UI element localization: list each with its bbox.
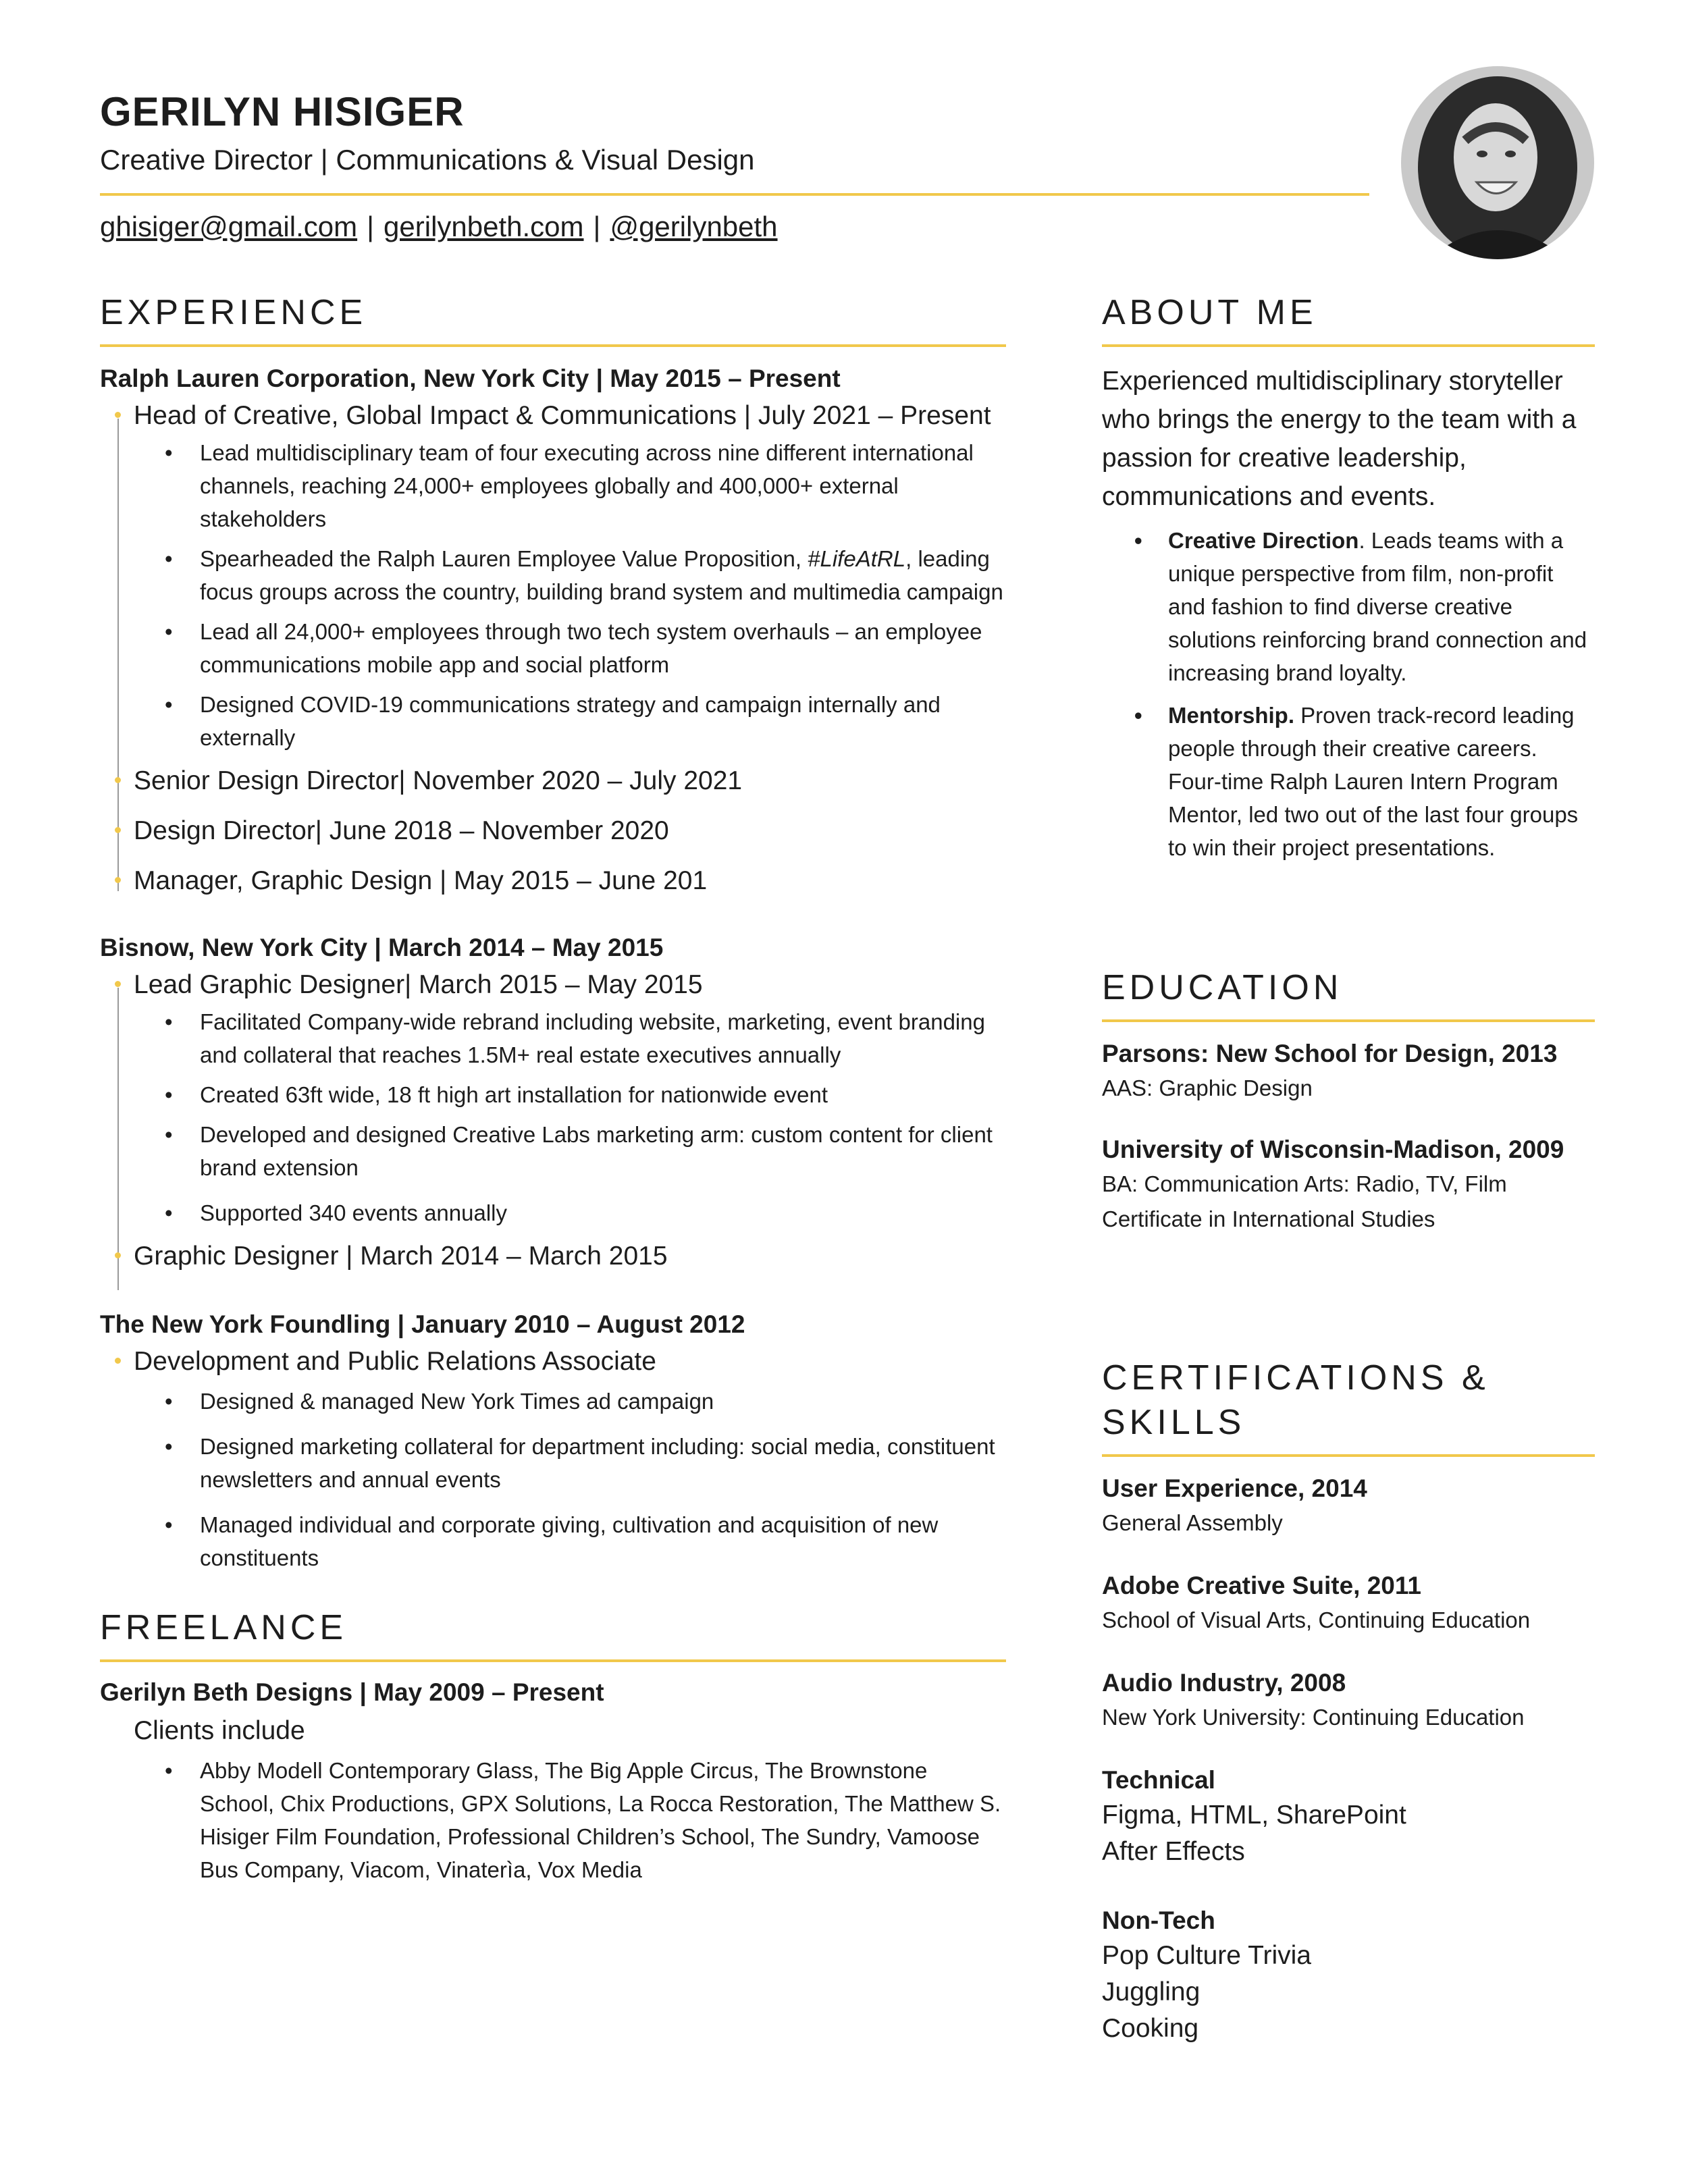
list-item: • Created 63ft wide, 18 ft high art installation for nationwide event [200,1078,1006,1111]
clients-label: Clients include [134,1716,305,1745]
list-item: • Lead all 24,000+ employees through two tech system overhauls – an employee communications mobile app and social platform [200,615,1006,681]
role-title [100,764,1006,799]
candidate-name: GERILYN HISIGER [100,89,465,134]
skill-line: Cooking [1102,2014,1199,2043]
header-divider [100,193,1369,196]
education-section [1102,965,1595,1237]
list-item [200,542,1006,608]
candidate-title: Creative Director | Communications & Visual Design [100,144,755,176]
timeline-dot [115,412,121,418]
role-title [100,967,1006,1003]
skill-line: After Effects [1102,1837,1245,1866]
email-link[interactable]: ghisiger@gmail.com [100,211,358,242]
certifications-heading: CERTIFICATIONS & SKILLS [1102,1358,1489,1442]
bullet-list [100,1385,1006,1574]
cert-name: User Experience, 2014 [1102,1474,1367,1502]
role-text: Design Director| June 2018 – November 2020 [134,816,669,845]
list-item: • Developed and designed Creative Labs marketing arm: custom content for client brand extension [200,1118,1006,1184]
section-divider [100,344,1006,347]
timeline-dot [115,877,121,883]
experience-heading: EXPERIENCE [100,293,367,332]
job-foundling [100,1308,1006,1574]
school-name: University of Wisconsin-Madison, 2009 [1102,1136,1564,1163]
section-divider [1102,1454,1595,1457]
timeline-dot [115,1252,121,1258]
about-intro: Experienced multidisciplinary storyteller who brings the energy to the team with a passion for creative leadership, communications and events. [1102,367,1577,511]
item-text: . Leads teams with a unique perspective from film, non-profit and fashion to find diverse creative solutions reinforcing brand connection and increasing brand loyalty. [1168,528,1587,685]
cert-detail: New York University: Continuing Education [1102,1705,1525,1730]
list-item-text: , leading focus groups across the country, building brand system and multimedia campaign [200,546,1003,604]
education-heading: EDUCATION [1102,968,1343,1007]
degree-line: BA: Communication Arts: Radio, TV, Film [1102,1171,1507,1196]
job-ralph-lauren [100,362,1006,899]
role-text: Manager, Graphic Design | May 2015 – June 201 [134,866,708,895]
skills-label-technical: Technical [1102,1766,1215,1794]
bullet-list [100,436,1006,754]
hashtag-text: #LifeAtRL [808,546,906,571]
company-heading: Gerilyn Beth Designs | May 2009 – Present [100,1678,604,1706]
contact-line [100,208,1369,246]
skill-line: Juggling [1102,1977,1201,2006]
role-text: Head of Creative, Global Impact & Communications | July 2021 – Present [134,401,991,430]
role-title [100,1239,1006,1274]
clients-list: • Abby Modell Contemporary Glass, The Big Apple Circus, The Brownstone School, Chix Productions, GPX Solutions, La Rocca Restoration, The Matthew S. Hisiger Film Foundation, Professional Children’s School, The Sundry, Vamoose Bus Company, Viacom, Vinaterìa, Vox Media [200,1754,1006,1886]
role-text: Graphic Designer | March 2014 – March 2015 [134,1242,668,1271]
role-text: Development and Public Relations Associate [134,1347,656,1376]
freelance-heading: FREELANCE [100,1608,348,1647]
right-column [1102,290,1595,2043]
freelance-section [100,1605,1006,1886]
role-title [100,863,1006,899]
degree-line: Certificate in International Studies [1102,1206,1435,1231]
skill-line: Figma, HTML, SharePoint [1102,1801,1406,1830]
school-name: Parsons: New School for Design, 2013 [1102,1040,1558,1067]
list-item: • Designed COVID-19 communications strategy and campaign internally and externally [200,688,1006,754]
role-title [100,398,1006,433]
list-item: • Supported 340 events annually [200,1196,1006,1229]
list-item-text: Spearheaded the Ralph Lauren Employee Value Proposition, [200,546,808,571]
section-divider [1102,344,1595,347]
contact-separator: | [593,211,601,242]
timeline-dot [115,827,121,833]
timeline-dot [115,777,121,783]
role-text: Lead Graphic Designer| March 2015 – May 2015 [134,970,703,999]
company-heading: The New York Foundling | January 2010 – August 2012 [100,1310,745,1338]
list-item: • Managed individual and corporate giving, cultivation and acquisition of new constituents [200,1508,1006,1574]
resume-header [100,88,1369,246]
bullet-list [100,1754,1006,1886]
profile-photo [1401,66,1594,259]
list-item: • Designed marketing collateral for department including: social media, constituent newsletters and annual events [200,1430,1006,1496]
item-heading: Creative Direction [1168,528,1359,553]
profile-photo-portrait [1401,66,1594,259]
company-heading: Bisnow, New York City | March 2014 – May 2015 [100,934,664,961]
company-heading: Ralph Lauren Corporation, New York City | May 2015 – Present [100,365,841,392]
timeline-dot [115,1358,121,1364]
certifications-section [1102,1356,1595,2047]
skills-label-nontech: Non-Tech [1102,1907,1215,1934]
cert-detail: General Assembly [1102,1510,1283,1535]
degree-line: AAS: Graphic Design [1102,1075,1313,1100]
list-item [1168,699,1595,864]
cert-name: Audio Industry, 2008 [1102,1669,1346,1697]
list-item: • Designed & managed New York Times ad campaign [200,1385,1006,1418]
item-heading: Mentorship. [1168,703,1294,728]
item-text: Proven track-record leading people through their creative careers. Four-time Ralph Lauren Intern Program Mentor, led two out of the last four groups to win their project presentations. [1168,703,1579,860]
timeline-dot [115,981,121,987]
list-item: • Facilitated Company-wide rebrand including website, marketing, event branding and collateral that reaches 1.5M+ real estate executives annually [200,1005,1006,1071]
social-handle-link[interactable]: @gerilynbeth [610,211,778,242]
contact-separator: | [367,211,375,242]
left-column [100,290,1006,1893]
list-item [1168,524,1595,689]
bullet-list [100,1005,1006,1229]
about-heading: ABOUT ME [1102,293,1317,332]
job-bisnow [100,931,1006,1274]
role-title [100,814,1006,849]
section-divider [100,1659,1006,1662]
role-text: Senior Design Director| November 2020 – July 2021 [134,766,743,795]
cert-name: Adobe Creative Suite, 2011 [1102,1572,1421,1599]
section-divider [1102,1019,1595,1022]
list-item: • Lead multidisciplinary team of four executing across nine different international channels, reaching 24,000+ employees globally and 400,000+ external stakeholders [200,436,1006,535]
skill-line: Pop Culture Trivia [1102,1941,1311,1970]
cert-detail: School of Visual Arts, Continuing Education [1102,1607,1531,1632]
about-list [1102,524,1595,864]
website-link[interactable]: gerilynbeth.com [384,211,584,242]
role-title [100,1344,1006,1379]
